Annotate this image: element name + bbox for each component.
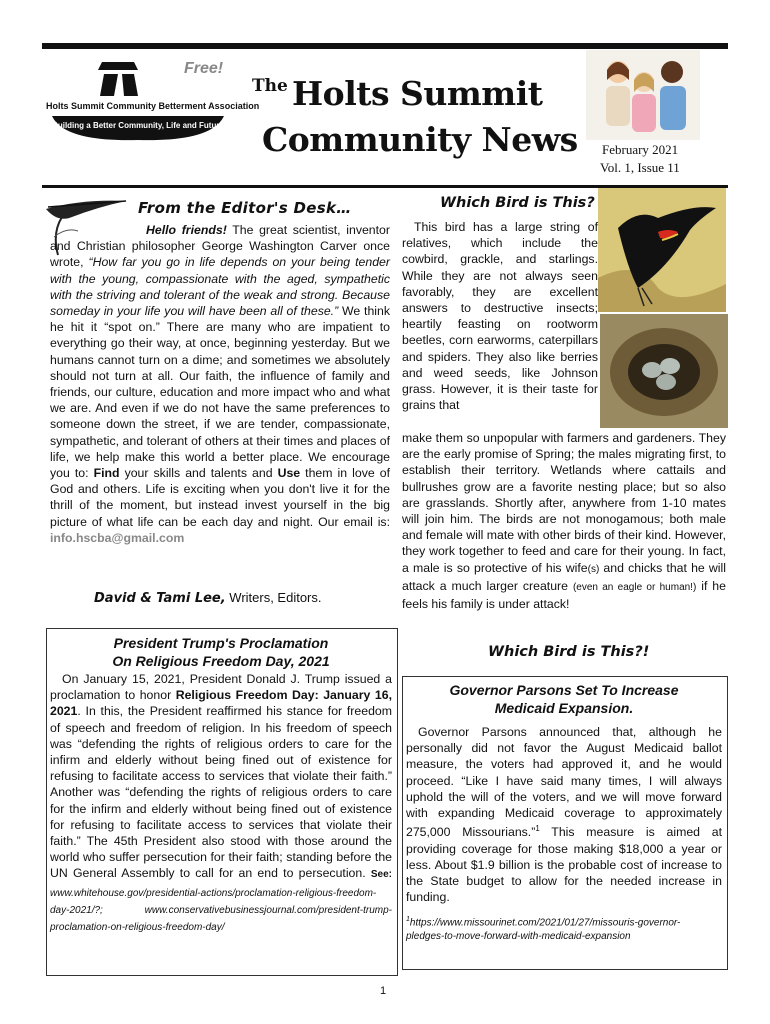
governor-body2: This measure is aimed at providing coverage for those making $18,000 a year or less. About $1.9 billion is the probable cost of increase to the State budget to allow for the needed increase in funding.	[406, 825, 723, 905]
trump-links: www.whitehouse.gov/presidential-actions/proclamation-religious-freedom-day-2021/?; www.conservativebusinessjournal.com/president-trump-proclamation-on-religious-freedom-day/	[50, 887, 392, 933]
issue-date: February 2021	[602, 142, 679, 157]
trump-title	[46, 634, 396, 670]
editor-body: We think he hit it “spot on.” There are many who are impatient to everything go their way, at once, beginning yesterday. But we humans cannot turn on a dime; and sometimes we absolutely should not turn at all. Our faith, the influence of family and friends, our culture, education and more impact who and what we are. And even if we do not have the same preferences to someone down the street, if we are tender, compassionate, sympathetic, and tolerant of others at their times and places of life, we help make this world a better place. We encourage you to:	[50, 304, 391, 481]
bird-article-part1: This bird has a large string of relatives, which include the cowbird, grackle, and starlings. While they are not always seen favorably, they are excellent answers to destructive insects; heartily feasting on rootworm beetles, corn earworms, caterpillars and spiders. They also like berries and weed seeds, like Johnson grass. However, it is their taste for grains that	[402, 220, 598, 413]
trump-see: See:	[370, 869, 392, 881]
footnote-sup: 1	[406, 916, 410, 923]
trump-bold: Religious Freedom Day: January 16, 2021	[50, 688, 393, 719]
editor-email: info.hscba@gmail.com	[50, 530, 185, 545]
org-name: Holts Summit Community Betterment Association	[46, 101, 260, 111]
bird-aside: (even an eagle or human!)	[572, 581, 697, 593]
bird-article-part2	[402, 430, 726, 612]
masthead-the: The	[252, 76, 288, 96]
children-illustration	[586, 50, 700, 140]
editor-intro: The great scientist, inventor and Christian philosopher George Washington Carver once wrote,	[50, 223, 390, 270]
top-rule	[42, 43, 728, 49]
bird-wives: (s)	[587, 563, 600, 575]
governor-title	[402, 681, 726, 717]
trump-p1: On January 15, 2021, President Donald J. Trump issued a proclamation to honor	[50, 672, 392, 703]
bird-body4: if he feels his family is under attack!	[402, 578, 726, 612]
issue-volume: Vol. 1, Issue 11	[600, 160, 680, 175]
editor-names: David & Tami Lee,	[94, 591, 226, 606]
governor-title-line1: Governor Parsons Set To Increase	[449, 682, 679, 698]
editor-role: Writers, Editors.	[225, 590, 322, 605]
masthead-title-line1: Holts Summit	[292, 74, 543, 113]
bird-nest-image	[600, 314, 728, 428]
editor-end: them in love of God and others. Life is exciting when you don't live it for the thrill of the moment, but instead invest yourself in the big picture of what life can be each day and night. Our email is:	[50, 466, 391, 529]
governor-article	[406, 724, 722, 905]
free-label: Free!	[184, 60, 224, 77]
bird-body3: and chicks that he will attack a much larger creature	[402, 560, 727, 593]
trump-title-line1: President Trump's Proclamation	[113, 635, 329, 651]
editor-signature	[94, 590, 322, 606]
governor-footnote	[406, 913, 706, 944]
governor-title-line2: Medicaid Expansion.	[494, 700, 634, 716]
editor-greeting: Hello friends!	[146, 223, 227, 237]
editor-find: Find	[93, 466, 120, 481]
governor-sup: 1	[535, 824, 540, 834]
page-number: 1	[380, 985, 387, 997]
red-winged-blackbird-image	[598, 188, 726, 312]
trump-p2: . In this, the President reaffirmed his stance for freedom of speech and freedom of religion. In his freedom of speech was “defending the rights of religious orders to care for the infirm and elderly without being fined out of existence for refusing to facilitate access to services that violate their faith.” Another was “defending the rights of religious orders to care for the infirm and elderly without being fined out of existence for refusing to facilitate access to services that violate their faith.” The 45th President also stood with those around the world who suffer persecution for their faith; standing before the UN General Assembly to call for an end to persecution.	[50, 704, 392, 881]
masthead-title-line2: Community News	[262, 120, 578, 159]
bird-body2: make them so unpopular with farmers and gardeners. They are the early promise of Spring; the males migrating first, to establish their territory. Wetlands where cattails and bullrushes grow are a favorite nesting place; but so also are grasslands. Shortly after, anywhere from 1-10 mates will join him. The birds are not monogamous; both male and female will mate with other birds of their kind. However, they work together to feed and care for their young. In fact, a male is so protective of his wife	[402, 431, 726, 575]
trump-article	[50, 671, 392, 935]
editor-heading: From the Editor's Desk…	[138, 199, 352, 217]
footnote-url: https://www.missourinet.com/2021/01/27/missouris-governor-pledges-to-move-forward-with-medicaid-expansion	[406, 917, 681, 943]
bird-footer-heading: Which Bird is This?!	[488, 644, 650, 660]
trump-title-line2: On Religious Freedom Day, 2021	[112, 653, 330, 669]
governor-body: Governor Parsons announced that, although he personally did not favor the August Medicaid ballot measure, the voters had approved it, and he would proceed. “Like I have said many times, I will always uphold the will of the voters, and we will move forward with expanding Medicaid coverage to approximately 275,000 Missourians.”	[406, 725, 722, 840]
editor-quote: “How far you go in life depends on your being tender with the young, compassionate with the aged, sympathetic with the striving and tolerant of the weak and strong. Because someday in your life you will have been all of these.”	[50, 255, 390, 319]
editor-use: Use	[277, 466, 301, 481]
bird-heading: Which Bird is This?	[440, 195, 595, 211]
org-tagline: Building a Better Community, Life and Future	[52, 121, 224, 130]
editor-article	[50, 222, 390, 546]
editor-mid: your skills and talents and	[119, 466, 278, 481]
